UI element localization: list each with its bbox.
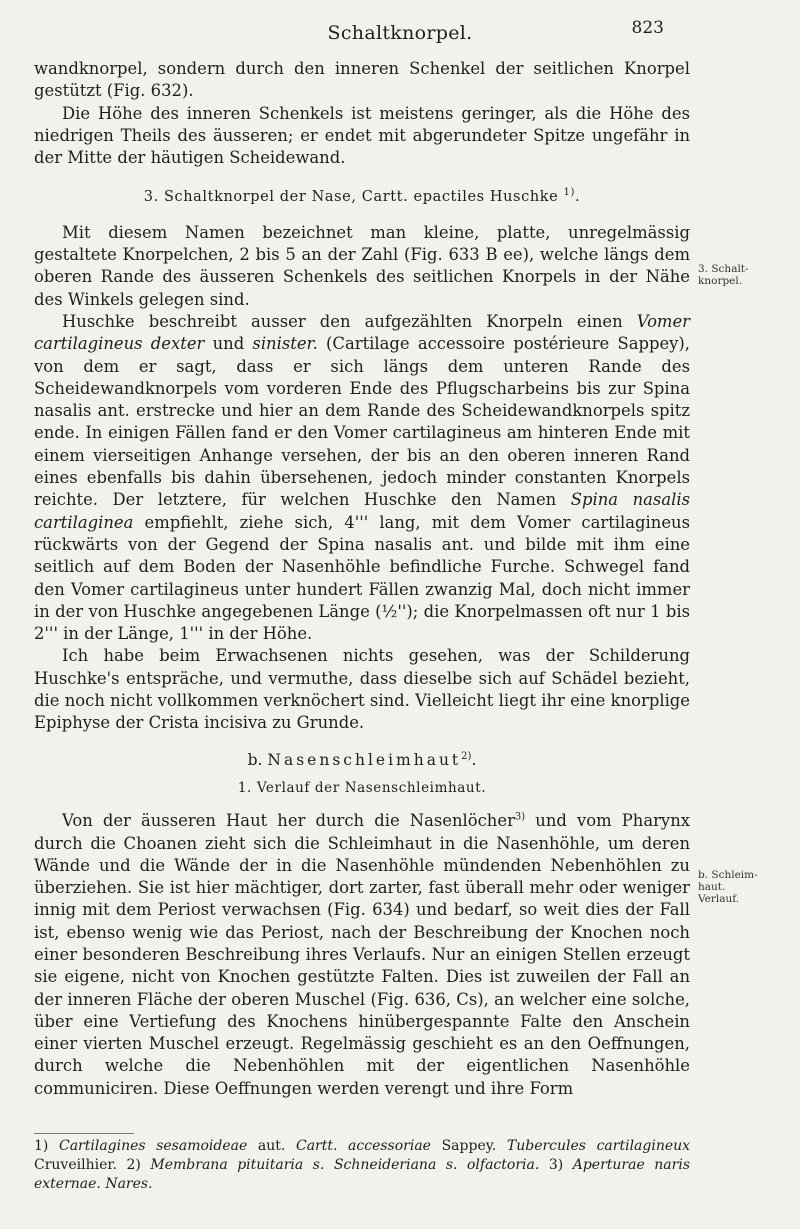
page-number: 823 [631,18,664,38]
footnote-1-2 [34,1137,690,1194]
footnote-rule [34,1133,134,1134]
running-header [0,18,800,50]
section-heading-text: Nasenschleimhaut [267,750,462,769]
italic-term: Tubercules cartilagineux [506,1138,691,1154]
paragraph-schaltknorpel: Mit diesem Namen bezeichnet man kleine, platte, unregelmässig gestaltete Knorpelchen, 2 bis 5 an der Zahl (Fig. 633 B ee), welche längs dem oberen Rande des äusseren Schenkels des seitlichen Knorpels in der Nähe des Winkels gelegen sind. [34,222,690,309]
section-letter: b. [247,750,263,769]
text-run: Sappey. [441,1138,497,1154]
italic-term: Cartilagines sesamoideae [59,1138,248,1154]
text-run: Von der äusseren Haut her durch die Nasenlöcher [62,811,515,831]
margin-note-line: 3. Schalt- [698,263,749,275]
italic-term: Membrana pituitaria s. Schneideriana s. olfactoria. [150,1157,540,1173]
paragraph-author-note: Ich habe beim Erwachsenen nichts gesehen, was der Schilderung Huschke's entspräche, und vermuthe, dass dieselbe sich auf Schädel bezieht, die noch nicht vollkommen verknöchert sind. Vielleicht liegt ihr eine knorplige Epiphyse der Crista incisiva zu Grunde. [34,646,690,733]
footnote-ref-3: 3) [514,811,526,823]
paragraph-inner-leg: Die Höhe des inneren Schenkels ist meistens geringer, als die Höhe des niedrigen Theils des äusseren; er endet mit abgerundeter Spitze ungefähr in der Mitte der häutigen Scheidewand. [34,103,690,168]
italic-term: sinister. [252,334,318,354]
paragraph-verlauf [34,810,690,1100]
section-heading-text: 3. Schaltknorpel der Nase, Cartt. epactiles Huschke [143,189,559,206]
subsection-heading-verlauf: 1. Verlauf der Nasenschleimhaut. [237,779,487,796]
footnote-number: 2) [126,1157,141,1173]
italic-term: Aperturae naris externae. Nares. [34,1157,690,1192]
section-heading-nasenschleimhaut [34,749,690,771]
heading-period: . [575,189,581,206]
italic-term: Spina nasalis cartilaginea [34,490,690,532]
text-run: und vom Pharynx durch die Choanen zieht sich die Schleimhaut in die Nasenhöhle, um deren Wände und die Wände der in die Nasenhöhle mündenden Nebenhöhlen zu überziehen. Sie ist hier mächtiger, dort zarter, fast überall mehr oder weniger innig mit dem Periost verwachsen (Fig. 634) und bedarf, so weit dies der Fall ist, ebenso wenig wie das Periost, nach der Beschreibung der Knochen noch einer besonderen Beschreibung ihres Verlaufs. Nur an einigen Stellen erzeugt sie eigene, nicht von Knochen gestützte Falten. Dies ist zuweilen der Fall an der inneren Fläche der oberen Muschel (Fig. 636, Cs), an welcher eine solche, über eine Vertiefung des Knochens hinübergespannte Falte den Anschein einer vierten Muschel erzeugt. Regelmässig geschieht es an den Oeffnungen, durch welche die Nebenhöhlen mit der eigentlichen Nasenhöhle communiciren. Diese Oeffnungen werden verengt und ihre Form [34,811,690,1098]
footnotes [34,1137,690,1194]
italic-term: Vomer cartilagineus dexter [34,311,691,354]
running-title: Schaltknorpel. [327,22,473,44]
footnote-number: 1) [34,1138,49,1154]
italic-term: Cartt. accessoriae [295,1138,431,1154]
text-run: Huschke beschreibt ausser den aufgezählten Knorpeln einen [62,311,623,331]
heading-period: . [471,750,477,769]
footnote-ref-2: 2) [461,750,472,762]
margin-note-line: knorpel. [698,275,743,287]
margin-note-line: haut. [698,881,726,893]
footnote-ref-1: 1) [563,187,576,199]
text-run: empfiehlt, ziehe sich, 4''' lang, mit dem Vomer cartilagineus rückwärts von der Gegend der Spina nasalis ant. und bilde mit ihm eine seitlich auf dem Boden der Nasenhöhle befindliche Furche. Schwegel fand den Vomer cartilagineus unter hundert Fällen zwanzig Mal, doch nicht immer in der von Huschke angegebenen Länge (½''); die Knorpelmassen oft nur 1 bis 2''' in der Länge, 1''' in der Höhe. [34,512,691,644]
margin-note-line: Verlauf. [698,893,740,905]
text-run: Cruveilhier. [34,1157,117,1173]
margin-note-schaltknorpel [698,263,798,287]
margin-note-line: b. Schleim- [698,869,758,881]
body-text [34,58,690,1100]
paragraph-continuation: wandknorpel, sondern durch den inneren Schenkel der seitlichen Knorpel gestützt (Fig. 632). [34,59,690,101]
text-run: (Cartilage accessoire postérieure Sappey), von dem er sagt, dass er sich längs dem unteren Rande des Scheidewandknorpels vom vorderen Ende des Pflugscharbeins bis zur Spina nasalis ant. erstrecke und hier an dem Rande des Scheidewandknorpels spitz ende. In einigen Fällen fand er den Vomer cartilagineus am hinteren Ende mit einem vierseitigen Anhange versehen, der bis an den oberen inneren Rand eines ebenfalls bis dahin übersehenen, jedoch minder constanten Knorpels reichte. Der letztere, für welchen Huschke den Namen [34,334,691,510]
margin-note-schleimhaut [698,869,798,905]
footnote-number: 3) [548,1157,564,1173]
text-run: und [212,334,245,354]
text-run: aut. [257,1138,286,1154]
paragraph-huschke [34,311,690,645]
section-heading-schaltknorpel [34,186,690,208]
